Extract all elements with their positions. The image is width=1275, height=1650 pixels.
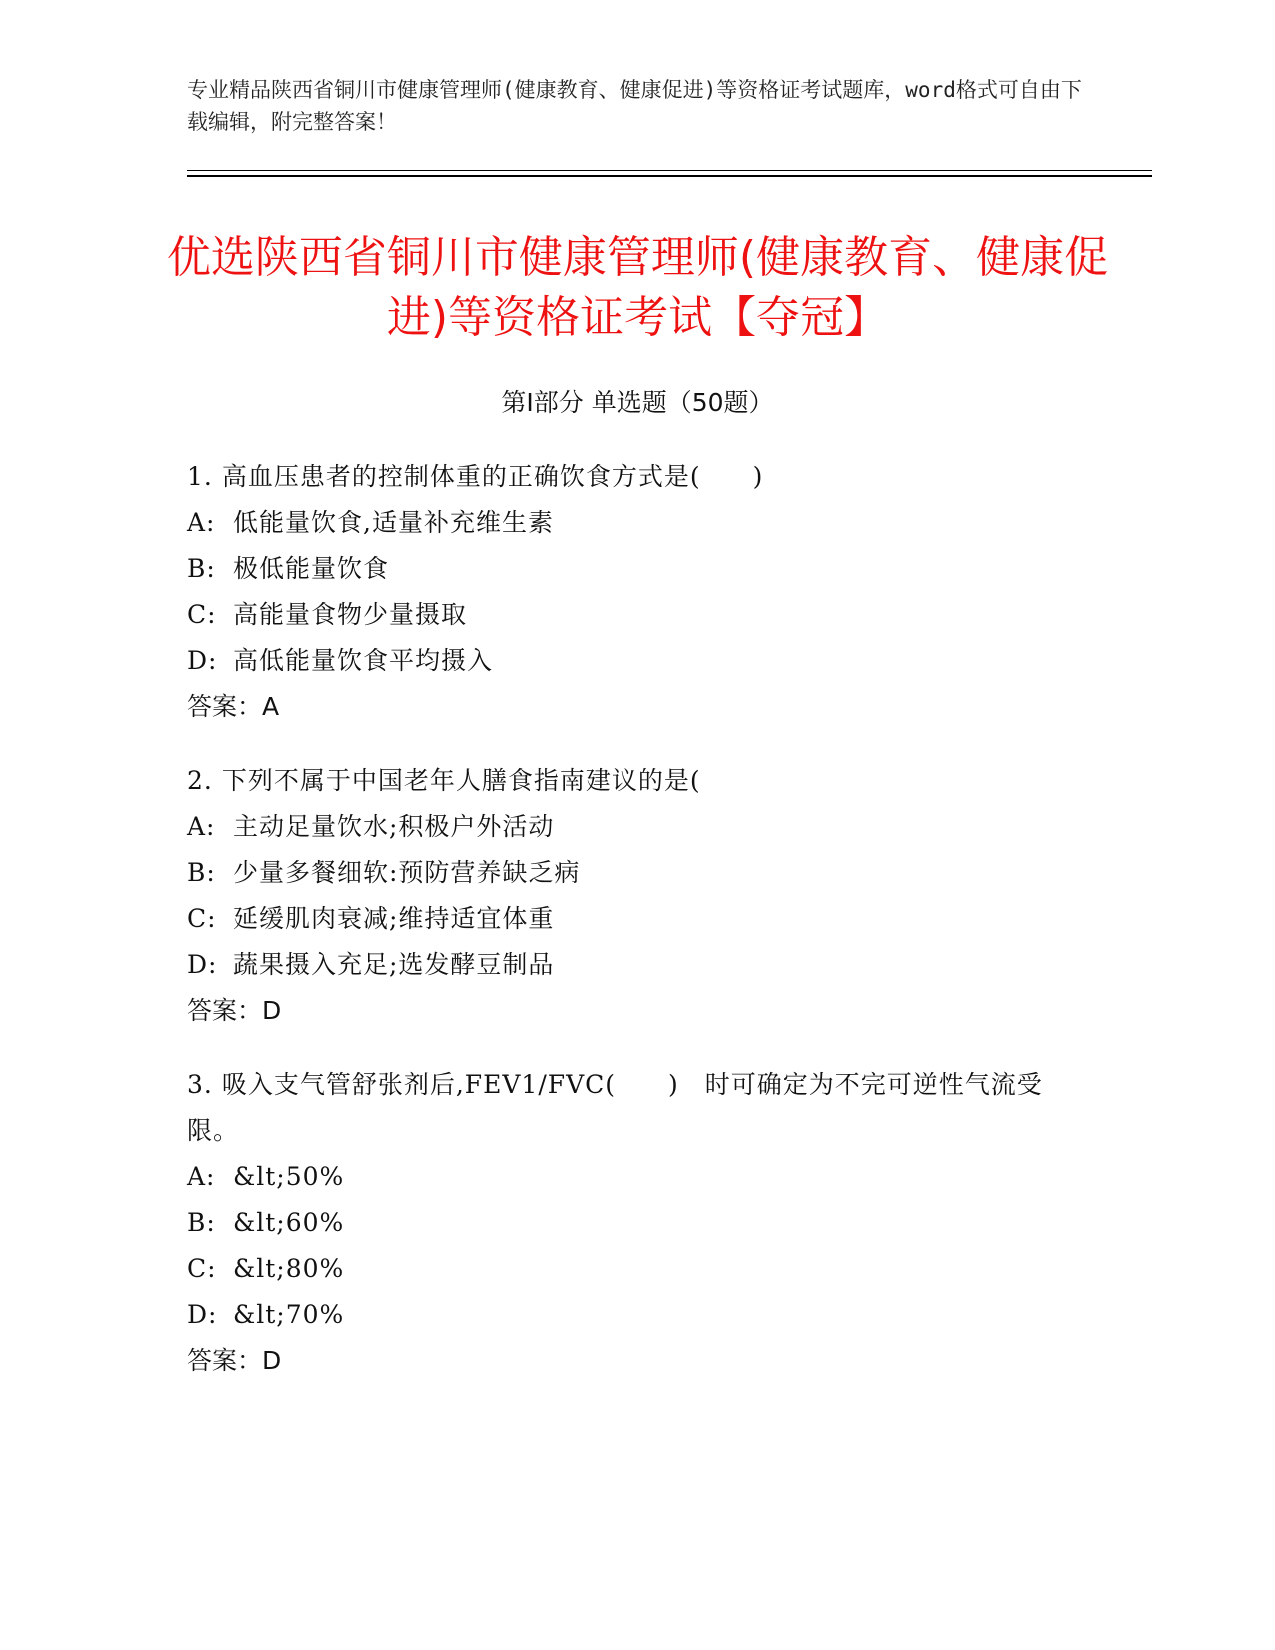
question-3	[187, 1062, 1087, 1384]
option-c	[187, 896, 1087, 942]
option-d	[187, 1292, 1087, 1338]
question-2	[187, 758, 1087, 1034]
question-text: 下列不属于中国老年人膳食指南建议的是(	[221, 766, 701, 795]
option-key: D:	[187, 1300, 218, 1329]
option-b	[187, 1200, 1087, 1246]
option-c	[187, 1246, 1087, 1292]
question-number: 2.	[187, 766, 213, 795]
option-text: &lt;60%	[233, 1208, 345, 1237]
option-b	[187, 850, 1087, 896]
option-d	[187, 942, 1087, 988]
option-text: &lt;50%	[233, 1162, 345, 1191]
option-text: 蔬果摄入充足;选发酵豆制品	[233, 950, 555, 979]
option-text: &lt;70%	[233, 1300, 345, 1329]
section-heading: 第Ⅰ部分 单选题（50题）	[501, 388, 774, 417]
header-rule-top	[187, 170, 1152, 171]
question-stem	[187, 1062, 1087, 1154]
answer: 答案：D	[187, 1346, 282, 1375]
option-text: 主动足量饮水;积极户外活动	[233, 812, 555, 841]
answer: 答案：A	[187, 692, 280, 721]
option-a	[187, 500, 1087, 546]
option-key: B:	[187, 858, 216, 887]
question-stem	[187, 758, 1087, 804]
question-1	[187, 454, 1087, 730]
option-key: C:	[187, 600, 217, 629]
answer: 答案：D	[187, 996, 282, 1025]
option-key: D:	[187, 646, 218, 675]
option-text: 少量多餐细软:预防营养缺乏病	[233, 858, 581, 887]
option-text: 低能量饮食,适量补充维生素	[233, 508, 554, 537]
question-number: 1.	[187, 462, 213, 491]
option-key: A:	[187, 812, 216, 841]
option-key: D:	[187, 950, 218, 979]
option-text: &lt;80%	[233, 1254, 345, 1283]
option-key: A:	[187, 508, 216, 537]
option-text: 极低能量饮食	[233, 554, 390, 583]
option-a	[187, 804, 1087, 850]
question-number: 3.	[187, 1070, 213, 1099]
option-key: C:	[187, 1254, 217, 1283]
question-text: 吸入支气管舒张剂后,FEV1/FVC( ) 时可确定为不完可逆性气流受限。	[187, 1070, 1043, 1145]
option-text: 高能量食物少量摄取	[233, 600, 468, 629]
option-key: C:	[187, 904, 217, 933]
header-rule-bottom	[187, 175, 1152, 177]
option-key: A:	[187, 1162, 216, 1191]
header-note: 专业精品陕西省铜川市健康管理师(健康教育、健康促进)等资格证考试题库，word格式可自由下载编辑，附完整答案！	[187, 78, 1082, 134]
option-text: 高低能量饮食平均摄入	[233, 646, 494, 675]
option-c	[187, 592, 1087, 638]
option-a	[187, 1154, 1087, 1200]
option-key: B:	[187, 1208, 216, 1237]
question-stem	[187, 454, 1087, 500]
option-b	[187, 546, 1087, 592]
option-text: 延缓肌肉衰减;维持适宜体重	[233, 904, 555, 933]
document-title: 优选陕西省铜川市健康管理师(健康教育、健康促进)等资格证考试【夺冠】	[166, 232, 1109, 343]
question-text: 高血压患者的控制体重的正确饮食方式是( )	[221, 462, 764, 491]
option-d	[187, 638, 1087, 684]
option-key: B:	[187, 554, 216, 583]
